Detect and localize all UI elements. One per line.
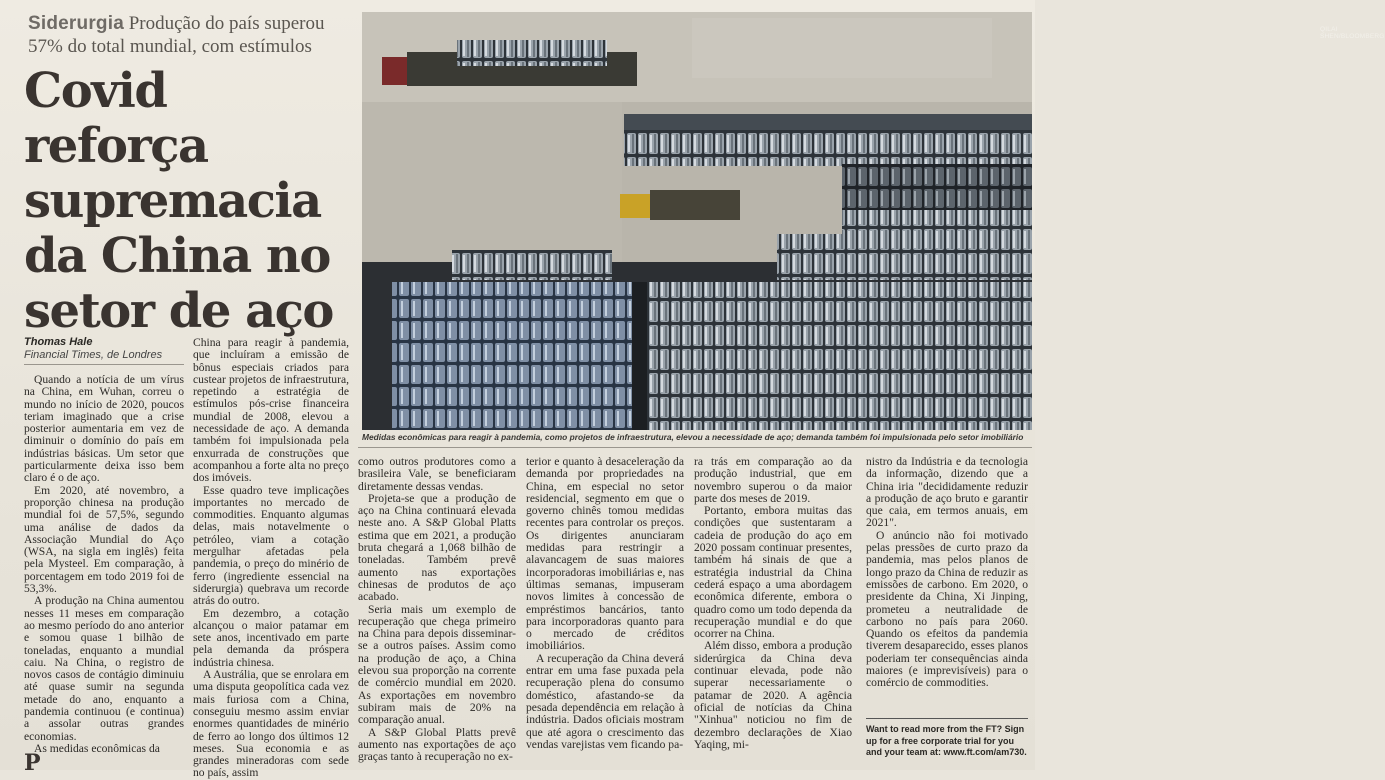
section-label: Siderurgia — [28, 13, 124, 34]
article-column-4 — [526, 456, 684, 760]
promo-divider — [866, 718, 1028, 719]
photo-caption: Medidas econômicas para reagir à pandemia, como projetos de infraestrutura, elevou a necessidade de aço; demanda também foi impulsionada pelo setor imobiliário — [362, 432, 1024, 442]
paragraph: Além disso, embora a produção siderúrgica da China deva continuar elevada, pode não superar necessariamente o patamar de 2020. A agência oficial de notícias da China "Xinhua" noticiou no fim de dezembro declarações de Xiao Yaqing, mi- — [694, 639, 852, 751]
paragraph: ra trás em comparação ao da produção industrial, que em novembro superou o da maior parte dos meses de 2019. — [694, 455, 852, 505]
steel-coils-aerial-photo — [362, 12, 1032, 430]
article-column-2 — [193, 336, 349, 780]
paragraph: Em 2020, até novembro, a proporção chinesa na produção mundial foi de 57,5%, segundo uma análise de dados da Associação Mundial do Aço (WSA, na sigla em inglês) feita pela Mysteel. Em comparação, à porcentagem em todo 2019 foi de 53,3%. — [24, 483, 184, 596]
kicker — [28, 12, 358, 58]
paragraph: Projeta-se que a produção de aço na China continuará elevada neste ano. A S&P Global Platts estima que em 2021, a produção bruta chegará a 1,068 bilhão de toneladas. Também prevê aumento nas exportações chinesas de produtos de aço acabado. — [358, 491, 516, 604]
paragraph: A produção na China aumentou nesses 11 meses em comparação ao mesmo período do ano anterior e somou quase 1 bilhão de toneladas, enquanto a mundial caiu. Na China, o registro de novos casos de contágio diminuiu até quase sumir na segunda metade do ano, enquanto a pandemia continuou (e continua) a assolar outras grandes economias. — [24, 594, 184, 743]
paragraph: As medidas econômicas da — [34, 741, 160, 755]
author-source: Financial Times, de Londres — [24, 349, 163, 361]
paragraph: terior e quanto à desaceleração da demanda por propriedades na China, em especial no setor residencial, segmento em que o governo chinês tomou medidas recentes para controlar os preços. Os dirigentes anunciaram medidas para restringir a alavancagem de suas maiores incorporadoras imobiliárias e, nas últimas semanas, impuseram novos limites à concessão de empréstimos bancários, tanto para incorporadoras quanto para o mercado de créditos imobiliários. — [526, 455, 684, 653]
paragraph: A Austrália, que se enrolara em uma disputa geopolítica cada vez mais furiosa com a China, conseguiu mesmo assim enviar enormes quantidades de minério de ferro ao longo dos últimos 12 meses. Sua economia e as grandes mineradoras com sede no país, assim — [193, 668, 349, 780]
promo-period: . — [1024, 747, 1027, 757]
article-column-6 — [866, 456, 1028, 714]
article-photo — [362, 12, 1385, 430]
headline: Covid reforça supremacia da China no setor de aço — [24, 63, 333, 339]
paragraph: Esse quadro teve implicações importantes no mercado de commodities. Enquanto algumas delas, mais notavelmente o petróleo, viam a cotação mergulhar afetadas pela pandemia, o preço do minério de ferro (ingrediente essencial na siderurgia) quebrava um recorde atrás do outro. — [193, 483, 349, 608]
author-name: Thomas Hale — [24, 336, 93, 348]
promo-link[interactable]: www.ft.com/am730 — [943, 747, 1025, 757]
paragraph: China para reagir à pandemia, que incluíram a emissão de bônus especiais criados para custear projetos de infraestrutura, repetindo a estratégia de estímulos pós-crise financeira mundial de 2008, elevou a necessidade de aço. A demanda também foi impulsionada pela enxurrada de construções que acompanhou a forte alta no preço dos imóveis. — [193, 336, 349, 485]
byline-divider — [24, 364, 184, 365]
caption-divider — [358, 447, 1032, 448]
paragraph: Quando a notícia de um vírus na China, em Wuhan, correu o mundo no início de 2020, poucos teriam imaginado que a crise posterior aumentaria em vez de diminuir o domínio do país em indústrias básicas. Um setor que particularmente deixa isso bem claro é o de aço. — [24, 373, 184, 485]
next-article-initial: P — [24, 750, 41, 776]
paragraph: Em dezembro, a cotação alcançou o maior patamar em sete anos, incentivado em parte pela demanda da próspera indústria chinesa. — [193, 606, 349, 669]
paragraph: O anúncio não foi motivado pelas pressões de curto prazo da pandemia, mas pelos planos de longo prazo da China de reduzir as emissões de carbono. Em 2020, o presidente da China, Xi Jinping, prometeu a neutralidade de carbono no país para 2060. Quando os efeitos da pandemia tiverem desaparecido, esses planos poderiam ter consequências ainda maiores (e imprevisíveis) para o comércio de commodities. — [866, 528, 1028, 690]
paragraph: A recuperação da China deverá entrar em uma fase puxada pela recuperação plena do consumo doméstico, afastando-se da pesada dependência em relação à indústria. Dados oficiais mostram que até agora o crescimento das vendas varejistas vem ficando pa- — [526, 651, 684, 751]
paragraph: Portanto, embora muitas das condições que sustentaram a cadeia de produção do aço em 2020 possam continuar presentes, também há sinais de que a estratégia industrial da China cederá espaço a uma abordagem econômica diferente, embora o quadro como um todo dependa da recuperação mundial e do que ocorrer na China. — [694, 504, 852, 641]
article-column-3 — [358, 455, 516, 764]
byline — [24, 336, 184, 362]
paragraph: A S&P Global Platts prevê aumento nas exportações de aço graças tanto à recuperação no ex- — [358, 725, 516, 764]
paragraph: nistro da Indústria e da tecnologia da informação, dizendo que a China iria "decididamente reduzir a produção de aço bruto e garantir que caia, em termos anuais, em 2021". — [866, 455, 1028, 530]
article-column-1 — [24, 374, 184, 760]
paragraph: Seria mais um exemplo de recuperação que chega primeiro na China para depois disseminar-se a outros países. Assim como na produção de aço, a China elevou sua proporção na corrente de comércio mundial em 2020. As exportações em novembro subiram mais de 20% na comparação anual. — [358, 602, 516, 727]
promo-text: Want to read more from the FT? Sign up for a free corporate trial for you and your team at: — [866, 724, 1025, 757]
paragraph: como outros produtores como a brasileira Vale, se beneficiaram diretamente dessas vendas. — [358, 455, 516, 493]
kicker-text: Produção do país superou 57% do total mundial, com estímulos — [28, 13, 325, 57]
ft-promo — [866, 724, 1031, 759]
photo-credit: QILAI SHEN/BLOOMBERG — [1320, 26, 1385, 40]
article-column-5 — [694, 456, 852, 760]
